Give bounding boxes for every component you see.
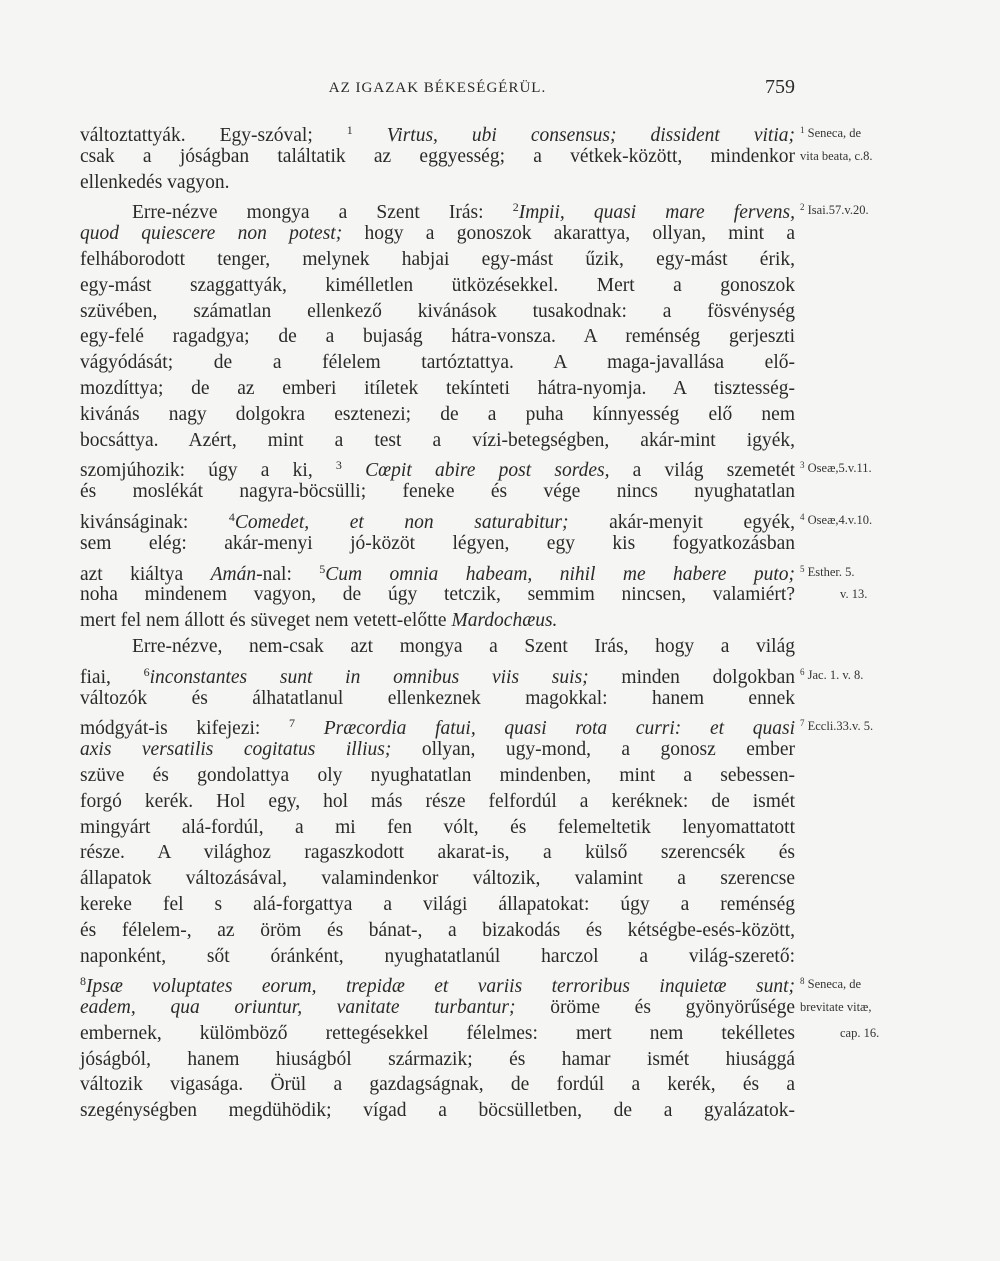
italic-latin-text: inconstantes sunt in omnibus viis suis; xyxy=(149,666,589,688)
margin-note xyxy=(800,1000,872,1015)
text-segment: felháborodott tenger, melynek habjai egy-mást űzik, egy-mást érik, xyxy=(80,248,795,270)
text-line xyxy=(80,763,795,789)
margin-note xyxy=(800,200,869,218)
margin-note-number: 8 xyxy=(800,976,805,987)
italic-latin-text: Virtus, ubi consensus; dissident vitia; xyxy=(352,125,795,146)
text-segment: vágyódását; de a félelem tartóztattya. A maga-javallása elő- xyxy=(80,352,795,374)
running-head xyxy=(80,76,795,106)
text-segment: és moslékát nagyra-böcsülli; feneke és vége nincs nyughatatlan xyxy=(80,481,795,503)
text-line xyxy=(80,170,795,196)
body-text xyxy=(80,118,795,1124)
margin-note xyxy=(800,562,855,580)
margin-note-text: Esther. 5. xyxy=(807,564,855,579)
text-line xyxy=(80,686,795,712)
text-segment: kereke fel s alá-forgattya a világi állapatokat: úgy a reménség xyxy=(80,893,795,915)
italic-latin-text: axis versatilis cogitatus illius; xyxy=(80,739,392,761)
text-line xyxy=(80,195,795,224)
margin-note xyxy=(800,458,872,476)
text-line xyxy=(80,144,795,170)
text-segment: forgó kerék. Hol egy, hol más része felfordúl a keréknek: de ismét xyxy=(80,790,795,812)
text-segment: bocsáttya. Azért, mint a test a vízi-betegségben, akár-mint igyék, xyxy=(80,429,795,451)
footnote-marker: 6 xyxy=(143,664,150,679)
text-segment: változtattyák. Egy-szóval; xyxy=(80,125,347,146)
footnote-marker: 1 xyxy=(346,123,353,137)
margin-note-text: Jac. 1. v. 8. xyxy=(807,667,864,682)
italic-latin-text: Comedet, et non saturabitur; xyxy=(234,511,569,533)
text-line xyxy=(80,634,795,660)
margin-note xyxy=(840,1026,879,1041)
text-segment: a világ szemetét xyxy=(609,460,795,482)
margin-note xyxy=(800,149,873,164)
text-line xyxy=(80,711,795,740)
text-line xyxy=(80,789,795,815)
text-segment: hogy a gonoszok akarattya, ollyan, mint a xyxy=(342,223,795,245)
text-line xyxy=(80,221,795,247)
text-segment: jóságból, hanem hiuságból származik; és hamar ismét hiusággá xyxy=(80,1048,795,1070)
text-line xyxy=(80,660,795,686)
footnote-marker: 8 xyxy=(80,974,86,989)
running-title: AZ IGAZAK BÉKESÉGÉRÜL. xyxy=(328,80,547,96)
margin-note-text: Isai.57.v.20. xyxy=(807,203,869,218)
text-line xyxy=(80,299,795,325)
text-line xyxy=(80,892,795,918)
text-segment: minden dolgokban xyxy=(588,666,796,688)
margin-note-text: Eccli.33.v. 5. xyxy=(807,719,874,734)
text-line xyxy=(80,479,795,505)
text-line xyxy=(80,402,795,428)
margin-note-text: Oseæ,5.v.11. xyxy=(807,461,872,476)
text-segment: változik vigasága. Örül a gazdagságnak, de fordúl a kerék, és a xyxy=(80,1074,795,1096)
margin-note-text: Seneca, de xyxy=(807,126,862,140)
text-line xyxy=(80,350,795,376)
text-line xyxy=(80,866,795,892)
margin-note-number: 1 xyxy=(800,125,805,135)
margin-note-number: 4 xyxy=(800,512,805,522)
italic-latin-text: Impii, quasi mare fervens, xyxy=(518,202,795,224)
footnote-marker: 4 xyxy=(228,509,235,524)
margin-note-text: cap. 16. xyxy=(840,1026,880,1040)
text-segment: szüvében, számatlan ellenkező kivánások tusakodnak: a fösvénység xyxy=(80,300,795,322)
margin-note-number: 5 xyxy=(800,563,805,574)
text-segment: mingyárt alá-fordúl, a mi fen vólt, és felemeltetik lenyomattatott xyxy=(80,816,795,838)
margin-note-number: 2 xyxy=(800,202,805,213)
text-line xyxy=(80,118,795,144)
text-segment: módgyát-is kifejezi: xyxy=(80,718,289,740)
footnote-marker: 2 xyxy=(512,200,519,215)
text-line xyxy=(80,453,795,482)
margin-note xyxy=(800,510,872,528)
text-segment: Erre-nézve, nem-csak azt mongya a Szent Irás, hogy a világ xyxy=(132,635,795,657)
margin-note-text: brevitate vitæ, xyxy=(800,1000,872,1015)
text-segment: mozdíttya; de az emberi itíletek tekínteti hátra-nyomja. A tisztesség- xyxy=(80,377,795,399)
text-segment: akár-menyit egyék, xyxy=(568,511,795,533)
margin-note xyxy=(800,716,873,734)
text-line xyxy=(80,1021,795,1047)
text-segment: naponként, sőt óránként, nyughatatlanúl harczol a világ-szerető: xyxy=(80,945,795,967)
text-line xyxy=(80,840,795,866)
text-segment: szegénységben megdühödik; vígad a böcsülletben, de a gyalázatok- xyxy=(80,1100,795,1122)
text-segment: fiai, xyxy=(80,666,144,688)
text-segment: változók és álhatatlanul ellenkeznek magokkal: hanem ennek xyxy=(80,687,795,709)
margin-note-text: vita beata, c.8. xyxy=(800,148,873,163)
text-segment: sem elég: akár-menyi jó-közöt légyen, egy kis fogyatkozásban xyxy=(80,532,795,554)
margin-note-number: 3 xyxy=(800,460,805,471)
footnote-marker: 5 xyxy=(319,561,326,576)
text-line xyxy=(80,918,795,944)
italic-latin-text: Cum omnia habeam, nihil me habere puto; xyxy=(325,563,796,585)
margin-note xyxy=(800,665,863,683)
footnote-marker: 7 xyxy=(289,716,295,731)
margin-note-number: 6 xyxy=(800,666,805,677)
margin-note-text: Oseæ,4.v.10. xyxy=(807,513,873,527)
text-segment: és félelem-, az öröm és bánat-, a bizakodás és kétségbe-esés-között, xyxy=(80,919,795,941)
text-segment: mert fel nem állott és süveget nem vetett-előtte xyxy=(80,610,452,632)
text-line xyxy=(80,428,795,454)
text-line xyxy=(80,273,795,299)
text-line xyxy=(80,324,795,350)
italic-latin-text: Mardochæus. xyxy=(451,610,558,632)
text-segment: szüve és gondolattya oly nyughatatlan mindenben, mint a sebessen- xyxy=(80,764,795,786)
text-segment: csak a jóságban találtatik az eggyesség; a vétkek-között, mindenkor xyxy=(80,145,795,167)
text-line xyxy=(80,1072,795,1098)
italic-latin-text: eadem, qua oriuntur, vanitate turbantur; xyxy=(80,997,516,1019)
text-line xyxy=(80,531,795,557)
text-line xyxy=(80,1098,795,1124)
text-segment: egy-mást szaggattyák, kimélletlen ütközésekkel. Mert a gonoszok xyxy=(80,274,795,296)
italic-latin-text: Amán xyxy=(210,563,257,585)
text-line xyxy=(80,247,795,273)
text-line xyxy=(80,737,795,763)
text-segment: embernek, külömböző rettegésekkel félelmes: mert nem tekélletes xyxy=(80,1022,795,1044)
text-segment: ollyan, ugy-mond, a gonosz ember xyxy=(391,739,795,761)
text-line xyxy=(80,505,795,531)
text-line xyxy=(80,815,795,841)
text-segment: Erre-nézve mongya a Szent Irás: xyxy=(132,202,513,224)
text-line xyxy=(80,376,795,402)
text-segment: szomjúhozik: úgy a ki, xyxy=(80,460,336,482)
margin-note-text: Seneca, de xyxy=(807,977,862,992)
page-number: 759 xyxy=(765,76,795,98)
italic-latin-text: Præcordia fatui, quasi rota curri: et quasi xyxy=(295,718,795,740)
text-line xyxy=(80,969,795,998)
margin-note-number: 7 xyxy=(800,718,805,729)
margin-note xyxy=(800,974,861,992)
footnote-marker: 3 xyxy=(335,458,342,473)
text-segment: ellenkedés vagyon. xyxy=(80,171,230,193)
italic-latin-text: Ipsæ voluptates eorum, trepidæ et variis terroribus inquietæ sunt; xyxy=(86,976,795,998)
text-segment: állapatok változásával, valamindenkor változik, valamint a szerencse xyxy=(80,868,795,890)
text-line xyxy=(80,1047,795,1073)
text-segment: noha mindenem vagyon, de úgy tetczik, semmim nincsen, valamiért? xyxy=(80,584,795,606)
italic-latin-text: Cœpit abire post sordes, xyxy=(341,460,610,482)
text-segment: kivánságinak: xyxy=(80,511,229,533)
margin-note-text: v. 13. xyxy=(840,587,868,602)
text-line xyxy=(80,582,795,608)
text-line xyxy=(80,608,795,634)
text-line xyxy=(80,944,795,970)
text-segment: egy-felé ragadgya; de a bujaság hátra-vonsza. A reménség gerjeszti xyxy=(80,326,795,348)
text-segment: öröme és gyönyörűsége xyxy=(515,997,795,1019)
text-segment: -nal: xyxy=(256,563,320,585)
text-segment: kivánás nagy dolgokra esztenezi; de a puha kínnyesség elő nem xyxy=(80,403,795,425)
text-line xyxy=(80,995,795,1021)
text-line xyxy=(80,557,795,583)
italic-latin-text: quod quiescere non potest; xyxy=(80,223,343,245)
text-segment: része. A világhoz ragaszkodott akarat-is, a külső szerencsék és xyxy=(80,842,795,864)
margin-note xyxy=(800,123,861,141)
text-segment: azt kiáltya xyxy=(80,563,211,585)
margin-note xyxy=(840,587,867,602)
